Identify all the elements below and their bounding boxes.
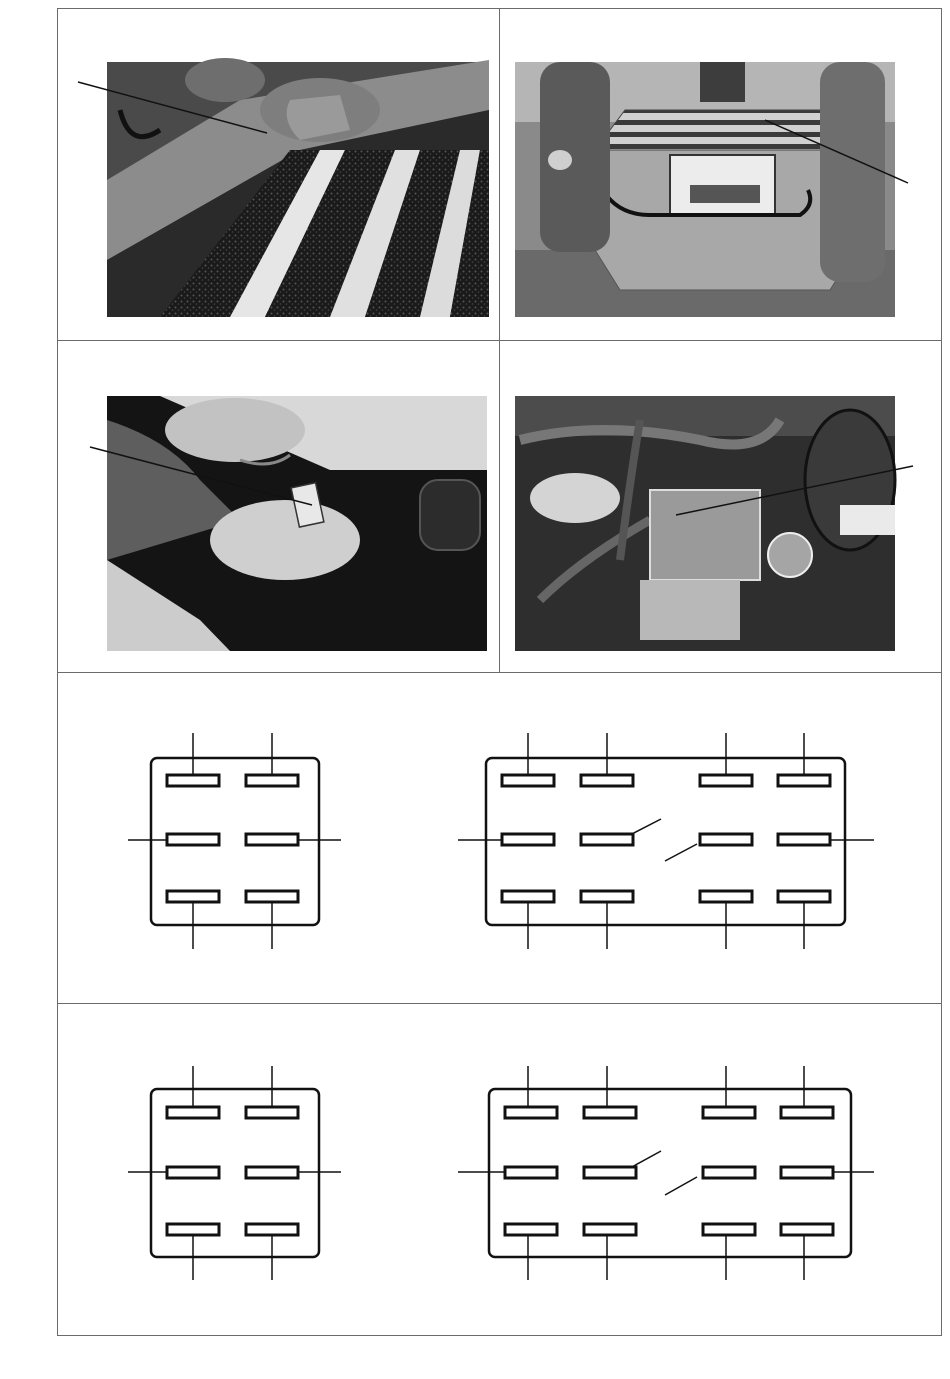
filter-slots-row-1: [167, 775, 830, 902]
photo-component-inspection: [107, 396, 487, 651]
photo-hydraulic-pump: [515, 396, 895, 651]
filter-slots-row-2: [167, 1107, 833, 1235]
diagram-row-2: [128, 1066, 874, 1280]
photo-filter-rods: [107, 58, 489, 317]
photo-filter-tank-lift: [515, 62, 895, 317]
